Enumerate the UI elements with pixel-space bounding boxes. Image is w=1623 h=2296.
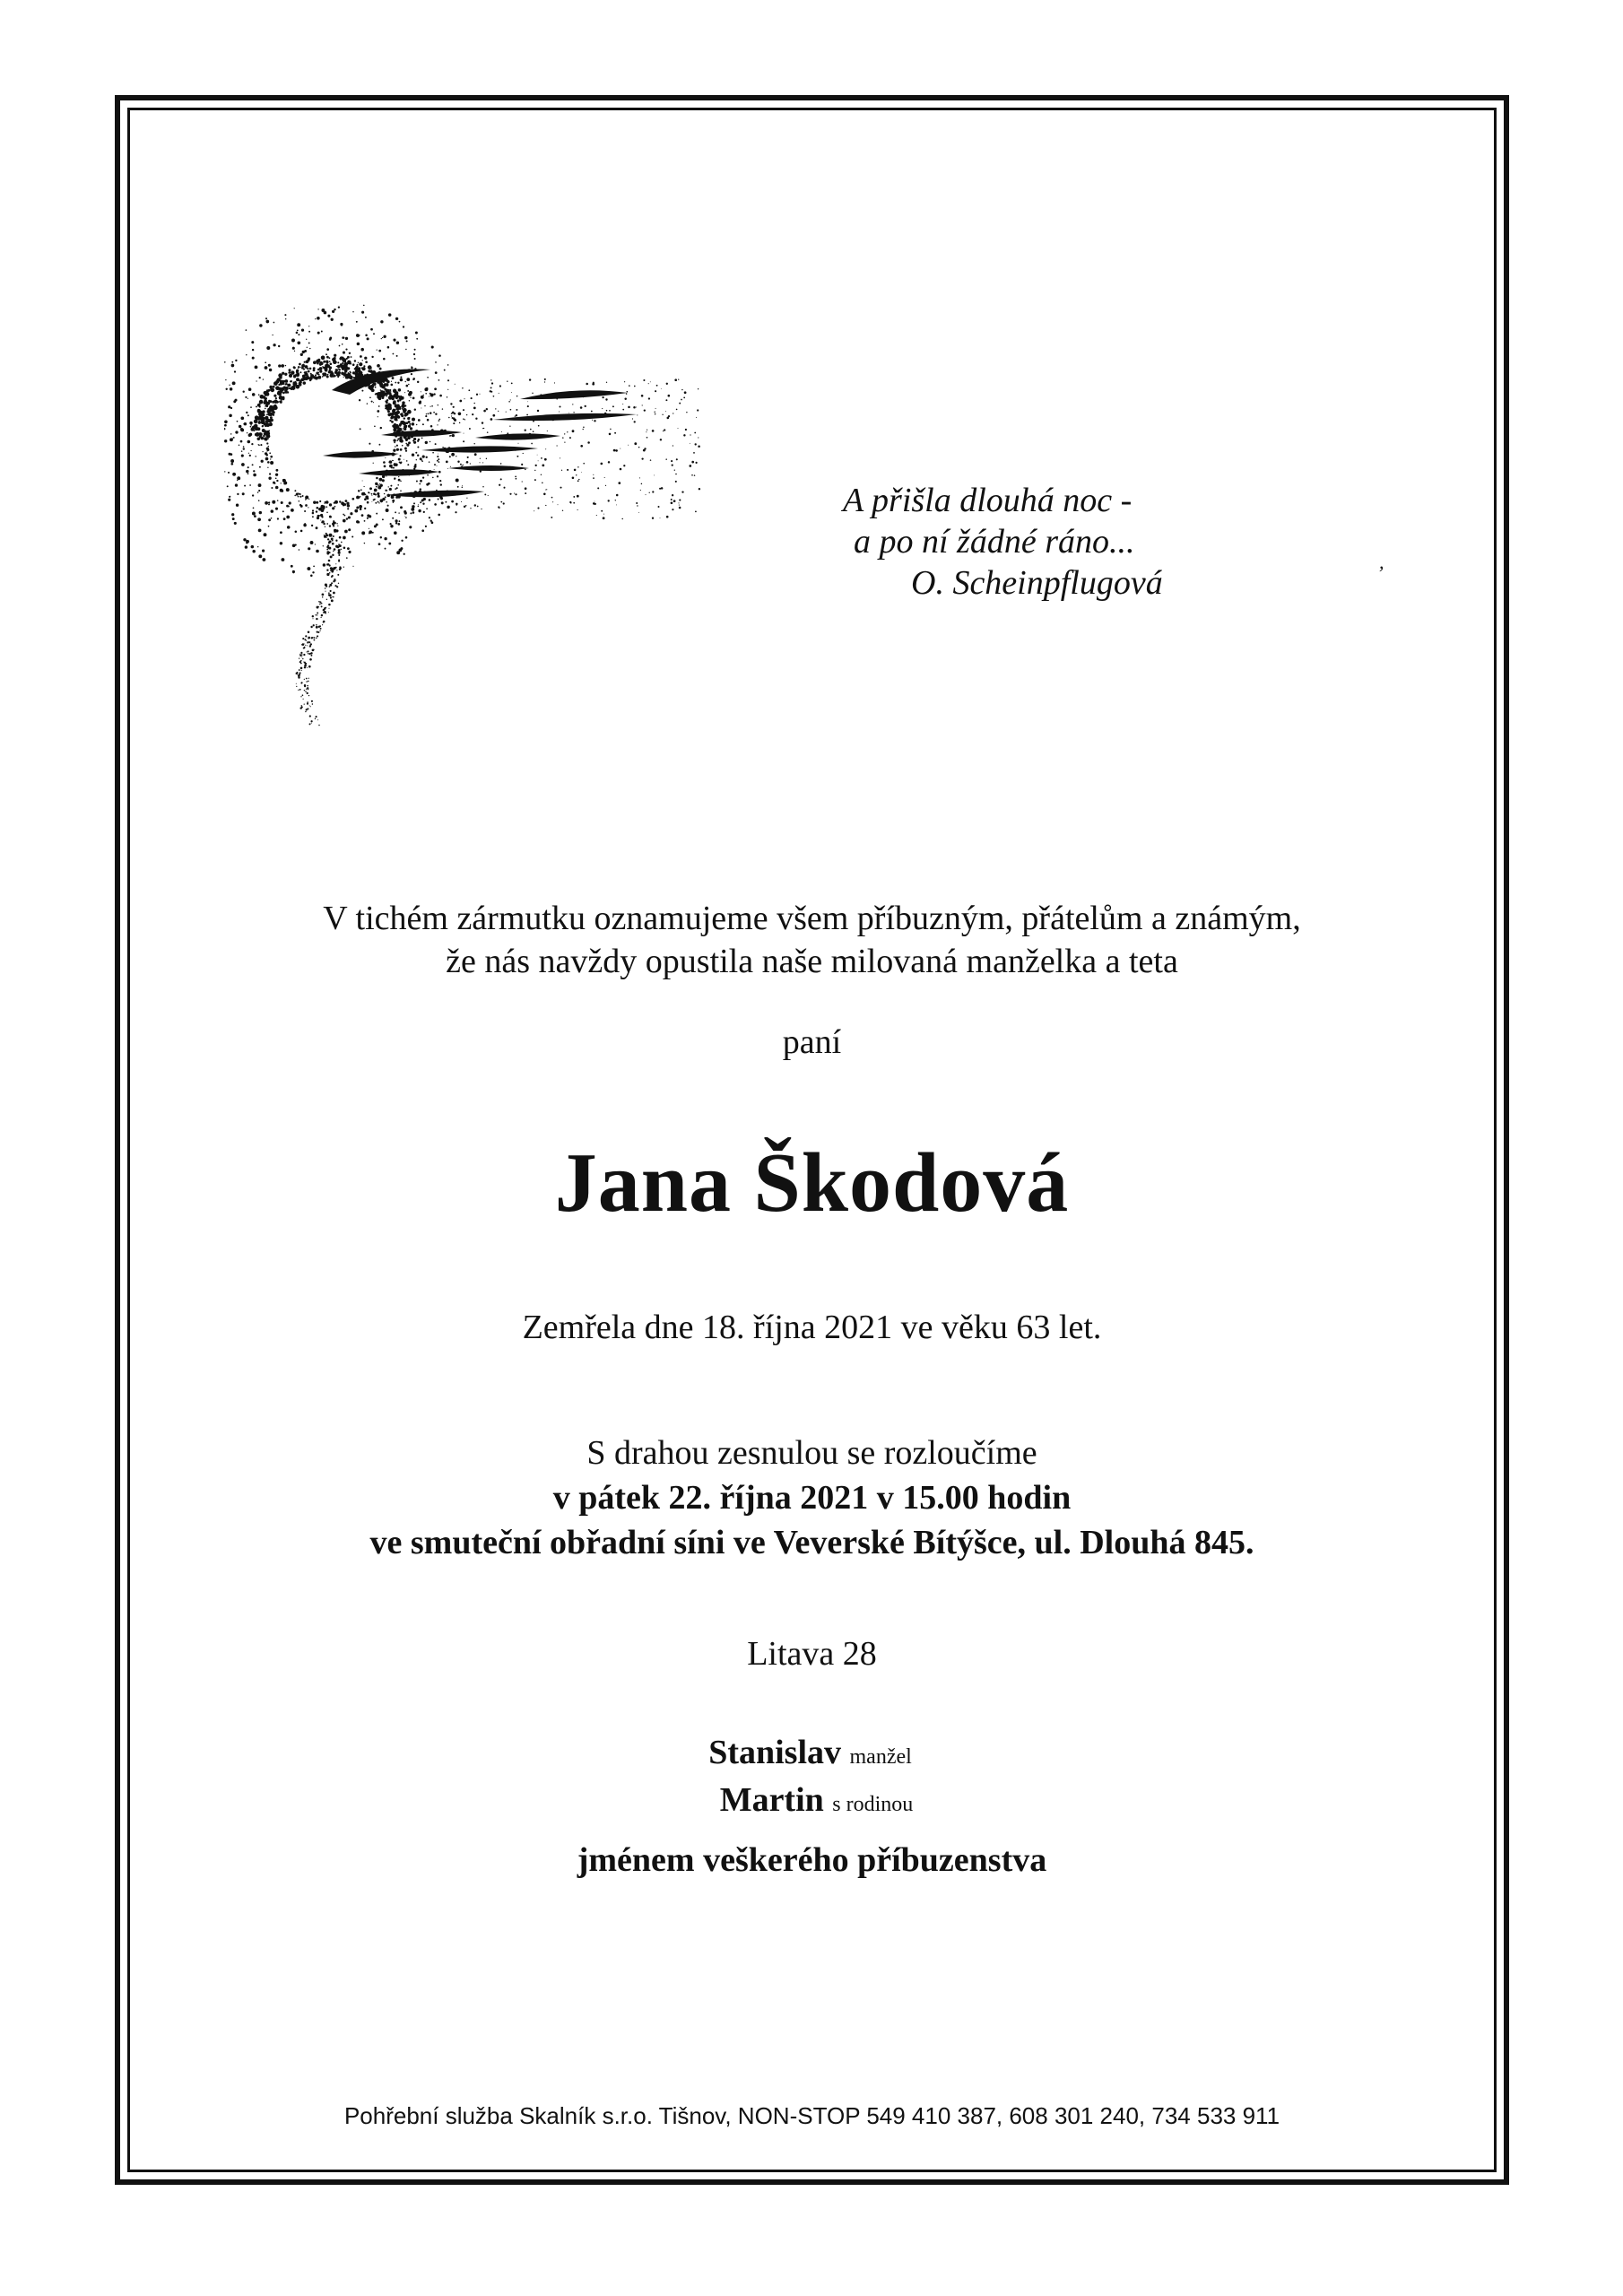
- announcement-line-2: že nás navždy opustila naše milovaná manželka a teta: [446, 943, 1178, 980]
- quote-author: O. Scheinpflugová: [911, 564, 1163, 602]
- poem-quote: [843, 480, 1163, 604]
- mourners-list: [127, 1731, 1497, 1826]
- mourner-role: manžel: [849, 1745, 912, 1769]
- family-line: jménem veškerého příbuzenstva: [577, 1841, 1047, 1879]
- mourner-role: s rodinou: [832, 1793, 914, 1816]
- mourner-name: Stanislav: [708, 1734, 842, 1771]
- mourner-name: Martin: [719, 1781, 824, 1819]
- title-prefix: paní: [782, 1023, 842, 1061]
- announcement: [127, 897, 1497, 983]
- address: Litava 28: [747, 1635, 877, 1673]
- quote-line-1: A přišla dlouhá noc -: [843, 482, 1133, 519]
- farewell-line-1: S drahou zesnulou se rozloučíme: [586, 1434, 1037, 1472]
- mourner-row: [127, 1779, 1497, 1826]
- farewell-venue: ve smuteční obřadní síni ve Veverské Bítýšce, ul. Dlouhá 845.: [369, 1524, 1254, 1561]
- deceased-name: Jana Škodová: [554, 1136, 1070, 1230]
- stray-mark: ,: [1379, 551, 1384, 573]
- funeral-service-footer: Pohřební služba Skalník s.r.o. Tišnov, NON-STOP 549 410 387, 608 301 240, 734 533 911: [343, 2102, 1280, 2129]
- death-notice: Zemřela dne 18. října 2021 ve věku 63 let.: [522, 1309, 1102, 1346]
- moon-ornament: [224, 260, 807, 762]
- announcement-line-1: V tichém zármutku oznamujeme všem příbuzným, přátelům a známým,: [323, 900, 1301, 937]
- farewell-date-time: v pátek 22. října 2021 v 15.00 hodin: [552, 1479, 1072, 1517]
- mourner-row: [127, 1731, 1497, 1779]
- farewell-details: [127, 1431, 1497, 1565]
- quote-line-2: a po ní žádné ráno...: [854, 523, 1135, 561]
